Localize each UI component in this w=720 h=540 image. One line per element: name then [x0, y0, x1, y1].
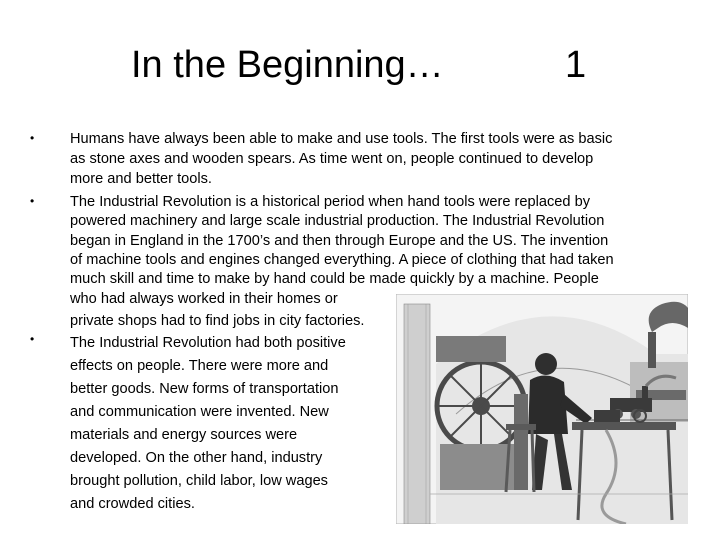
slide-title-bar	[0, 44, 720, 94]
bullet-2-line: began in England in the 1700’s and then through Europe and the US. The invention	[70, 233, 609, 249]
bullet-2-line: of machine tools and engines changed everything. A piece of clothing that had taken	[70, 252, 614, 268]
bullet-1-line: more and better tools.	[70, 171, 212, 187]
bullet-2-line: private shops had to find jobs in city factories.	[70, 313, 365, 329]
bullet-3-line: better goods. New forms of transportation	[70, 381, 339, 397]
bullet-2-line: powered machinery and large scale industrial production. The Industrial Revolution	[70, 213, 605, 229]
bullet-2-line: The Industrial Revolution is a historical period when hand tools were replaced by	[70, 194, 590, 210]
industrial-revolution-engraving-icon	[396, 294, 688, 524]
bullet-3-line: effects on people. There were more and	[70, 358, 329, 374]
bullet-3-line: and communication were invented. New	[70, 404, 329, 420]
bullet-1-line: as stone axes and wooden spears. As time went on, people continued to develop	[70, 151, 594, 167]
slide-number: 1	[565, 44, 587, 86]
slide-title: In the Beginning…	[131, 44, 444, 86]
bullet-2-line: who had always worked in their homes or	[70, 291, 338, 307]
bullet-3-line: developed. On the other hand, industry	[70, 450, 323, 466]
bullet-3-line: The Industrial Revolution had both positive	[70, 335, 346, 351]
bullet-marker: •	[30, 131, 35, 145]
bullet-1-line: Humans have always been able to make and use tools. The first tools were as basic	[70, 131, 613, 147]
bullet-3-line: brought pollution, child labor, low wages	[70, 473, 328, 489]
bullet-marker: •	[30, 332, 35, 346]
bullet-2-line: much skill and time to make by hand could be made quickly by a machine. People	[70, 271, 599, 287]
industrial-revolution-illustration	[396, 294, 688, 524]
bullet-3-line: materials and energy sources were	[70, 427, 298, 443]
bullet-3-line: and crowded cities.	[70, 496, 195, 512]
bullet-marker: •	[30, 194, 35, 208]
